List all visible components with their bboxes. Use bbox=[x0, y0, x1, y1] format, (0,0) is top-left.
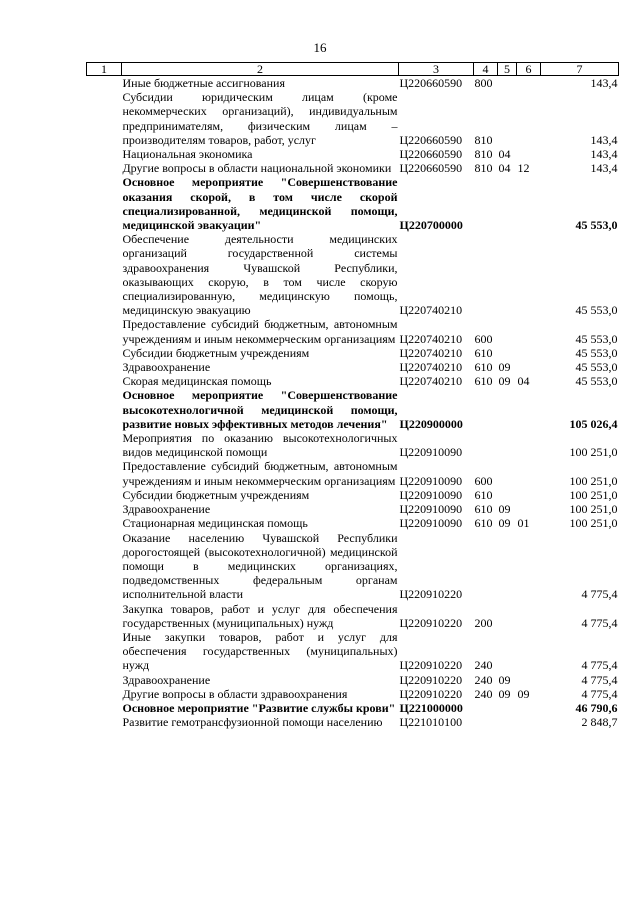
table-row bbox=[87, 76, 619, 91]
subsection-code bbox=[517, 175, 541, 232]
section-code: 09 bbox=[498, 360, 511, 375]
item-name: Скорая медицинская помощь bbox=[122, 374, 272, 389]
subsection-code bbox=[517, 502, 541, 516]
item-name: Развитие гемотрансфузионной помощи населению bbox=[122, 715, 383, 730]
section-code bbox=[498, 701, 517, 715]
expense-type-code bbox=[474, 715, 498, 729]
column-header: 2 bbox=[122, 63, 399, 76]
table-row bbox=[87, 147, 619, 161]
table-row bbox=[87, 630, 619, 673]
target-article-code: Ц220740210 bbox=[399, 360, 463, 375]
row-number-cell bbox=[87, 630, 122, 673]
section-code bbox=[498, 317, 517, 345]
item-name: Здравоохранение bbox=[122, 672, 211, 687]
subsection-code bbox=[517, 147, 541, 161]
row-number-cell bbox=[87, 701, 122, 715]
table-row bbox=[87, 715, 619, 729]
expense-type-code bbox=[474, 431, 498, 459]
subsection-code bbox=[517, 488, 541, 502]
amount: 2 848,7 bbox=[581, 715, 618, 730]
table-row bbox=[87, 360, 619, 374]
subsection-code: 12 bbox=[517, 161, 530, 176]
row-number-cell bbox=[87, 232, 122, 317]
row-number-cell bbox=[87, 516, 122, 530]
section-code bbox=[498, 459, 517, 487]
target-article-code: Ц220910220 bbox=[399, 686, 463, 701]
subsection-code bbox=[517, 431, 541, 459]
amount: 4 775,4 bbox=[581, 615, 618, 630]
table-row bbox=[87, 232, 619, 317]
row-number-cell bbox=[87, 687, 122, 701]
section-code: 09 bbox=[498, 516, 511, 531]
section-code bbox=[498, 488, 517, 502]
amount: 46 790,6 bbox=[575, 700, 618, 715]
table-row bbox=[87, 701, 619, 715]
table-row bbox=[87, 431, 619, 459]
row-number-cell bbox=[87, 374, 122, 388]
expense-type-code: 610 bbox=[474, 502, 493, 517]
row-number-cell bbox=[87, 360, 122, 374]
expense-type-code: 600 bbox=[474, 473, 493, 488]
table-body bbox=[87, 76, 619, 730]
table-row bbox=[87, 388, 619, 431]
item-name: Стационарная медицинская помощь bbox=[122, 516, 308, 531]
expense-type-code bbox=[474, 701, 498, 715]
section-code bbox=[498, 346, 517, 360]
row-number-cell bbox=[87, 388, 122, 431]
row-number-cell bbox=[87, 147, 122, 161]
target-article-code: Ц220910220 bbox=[399, 587, 463, 602]
amount: 45 553,0 bbox=[575, 374, 618, 389]
expense-type-code: 610 bbox=[474, 516, 493, 531]
table-row bbox=[87, 687, 619, 701]
expense-type-code: 600 bbox=[474, 331, 493, 346]
row-number-cell bbox=[87, 502, 122, 516]
expense-type-code: 800 bbox=[474, 76, 493, 90]
subsection-code: 09 bbox=[517, 686, 530, 701]
subsection-code bbox=[517, 346, 541, 360]
amount: 4 775,4 bbox=[581, 658, 618, 673]
column-header: 6 bbox=[517, 63, 541, 76]
item-name: Предоставление субсидий бюджетным, автономным учреждениям и иным некоммерческим организациям bbox=[122, 459, 398, 488]
target-article-code: Ц220910220 bbox=[399, 658, 463, 673]
table-row bbox=[87, 516, 619, 530]
row-number-cell bbox=[87, 715, 122, 729]
table-row bbox=[87, 531, 619, 602]
amount: 4 775,4 bbox=[581, 587, 618, 602]
target-article-code: Ц220740210 bbox=[399, 374, 463, 389]
amount: 4 775,4 bbox=[581, 686, 618, 701]
table-row bbox=[87, 161, 619, 175]
amount: 4 775,4 bbox=[581, 672, 618, 687]
expense-type-code bbox=[474, 388, 498, 431]
subsection-code: 01 bbox=[517, 516, 530, 531]
target-article-code: Ц220910090 bbox=[399, 516, 463, 531]
amount: 45 553,0 bbox=[575, 303, 618, 318]
section-code bbox=[498, 90, 517, 147]
column-number-header-row bbox=[87, 63, 619, 76]
row-number-cell bbox=[87, 531, 122, 602]
expense-type-code: 610 bbox=[474, 345, 493, 360]
section-code bbox=[498, 602, 517, 630]
expense-type-code: 810 bbox=[474, 132, 493, 147]
section-code: 09 bbox=[498, 502, 511, 517]
item-name: Субсидии бюджетным учреждениям bbox=[122, 345, 310, 360]
expense-type-code: 240 bbox=[474, 672, 493, 687]
subsection-code: 04 bbox=[517, 374, 530, 389]
target-article-code: Ц220740210 bbox=[399, 331, 463, 346]
column-header: 4 bbox=[474, 63, 498, 76]
subsection-code bbox=[517, 531, 541, 602]
section-code: 04 bbox=[498, 161, 511, 176]
section-code bbox=[498, 630, 517, 673]
table-row bbox=[87, 317, 619, 345]
row-number-cell bbox=[87, 602, 122, 630]
target-article-code: Ц220700000 bbox=[399, 218, 463, 233]
subsection-code bbox=[517, 317, 541, 345]
item-name: Основное мероприятие "Совершенствование высокотехнологичной медицинской помощи, развитие новых эффективных методов лечения" bbox=[122, 388, 398, 431]
section-code: 09 bbox=[498, 686, 511, 701]
section-code bbox=[498, 76, 517, 91]
expense-type-code: 240 bbox=[474, 686, 493, 701]
subsection-code bbox=[517, 602, 541, 630]
section-code bbox=[498, 175, 517, 232]
amount: 100 251,0 bbox=[569, 502, 618, 517]
table-row bbox=[87, 175, 619, 232]
row-number-cell bbox=[87, 673, 122, 687]
item-name: Другие вопросы в области здравоохранения bbox=[122, 686, 348, 701]
row-number-cell bbox=[87, 431, 122, 459]
expense-type-code: 610 bbox=[474, 487, 493, 502]
amount: 100 251,0 bbox=[569, 473, 618, 488]
item-name: Здравоохранение bbox=[122, 502, 211, 517]
row-number-cell bbox=[87, 346, 122, 360]
section-code bbox=[498, 431, 517, 459]
expense-type-code: 810 bbox=[474, 161, 493, 176]
target-article-code: Ц220740210 bbox=[399, 303, 463, 318]
subsection-code bbox=[517, 701, 541, 715]
subsection-code bbox=[517, 76, 541, 91]
amount: 45 553,0 bbox=[575, 218, 618, 233]
row-number-cell bbox=[87, 175, 122, 232]
section-code: 09 bbox=[498, 672, 511, 687]
subsection-code bbox=[517, 388, 541, 431]
item-name: Закупка товаров, работ и услуг для обеспечения государственных (муниципальных) нужд bbox=[122, 601, 398, 630]
target-article-code: Ц220910090 bbox=[399, 445, 463, 460]
section-code bbox=[498, 232, 517, 317]
row-number-cell bbox=[87, 76, 122, 91]
item-name: Основное мероприятие "Совершенствование оказания скорой, в том числе скорой специализированной, медицинской помощи, медицинской эвакуации" bbox=[122, 175, 398, 233]
item-name: Субсидии бюджетным учреждениям bbox=[122, 487, 310, 502]
expense-type-code bbox=[474, 175, 498, 232]
target-article-code: Ц220740210 bbox=[399, 345, 463, 360]
item-name: Основное мероприятие "Развитие службы крови" bbox=[122, 700, 396, 715]
amount: 143,4 bbox=[590, 161, 618, 176]
section-code: 09 bbox=[498, 374, 511, 389]
item-name: Мероприятия по оказанию высокотехнологичных видов медицинской помощи bbox=[122, 431, 398, 460]
item-name: Другие вопросы в области национальной экономики bbox=[122, 161, 392, 176]
target-article-code: Ц221010100 bbox=[399, 715, 463, 730]
table-row bbox=[87, 488, 619, 502]
item-name: Субсидии юридическим лицам (кроме некоммерческих организаций), индивидуальным предпринимателям, физическим лицам – производителям товаров, работ, услуг bbox=[122, 90, 398, 147]
row-number-cell bbox=[87, 488, 122, 502]
table-row bbox=[87, 374, 619, 388]
row-number-cell bbox=[87, 161, 122, 175]
expense-type-code bbox=[474, 531, 498, 602]
expense-type-code bbox=[474, 232, 498, 317]
table-row bbox=[87, 459, 619, 487]
expense-type-code: 200 bbox=[474, 615, 493, 630]
item-name: Иные бюджетные ассигнования bbox=[122, 76, 285, 90]
target-article-code: Ц220660590 bbox=[399, 132, 463, 147]
target-article-code: Ц220660590 bbox=[399, 76, 463, 90]
amount: 45 553,0 bbox=[575, 345, 618, 360]
amount: 100 251,0 bbox=[569, 487, 618, 502]
table-row bbox=[87, 602, 619, 630]
table-row bbox=[87, 502, 619, 516]
section-code bbox=[498, 715, 517, 729]
amount: 45 553,0 bbox=[575, 331, 618, 346]
target-article-code: Ц220910220 bbox=[399, 615, 463, 630]
subsection-code bbox=[517, 232, 541, 317]
budget-table bbox=[86, 62, 619, 729]
amount: 143,4 bbox=[590, 147, 618, 162]
amount: 100 251,0 bbox=[569, 445, 618, 460]
subsection-code bbox=[517, 90, 541, 147]
expense-type-code: 810 bbox=[474, 147, 493, 162]
item-name: Иные закупки товаров, работ и услуг для обеспечения государственных (муниципальных) нужд bbox=[122, 629, 398, 673]
expense-type-code: 610 bbox=[474, 374, 493, 389]
item-name: Национальная экономика bbox=[122, 147, 253, 162]
target-article-code: Ц220910090 bbox=[399, 487, 463, 502]
target-article-code: Ц220910090 bbox=[399, 502, 463, 517]
column-header: 3 bbox=[399, 63, 474, 76]
section-code bbox=[498, 388, 517, 431]
table-row bbox=[87, 346, 619, 360]
item-name: Обеспечение деятельности медицинских организаций государственной системы здравоохранения Чувашской Республики, оказывающих скорую, в том числе скорую специализированную, медицинскую помощь, медицинскую эвакуацию bbox=[122, 232, 398, 318]
section-code bbox=[498, 531, 517, 602]
column-header: 5 bbox=[498, 63, 517, 76]
item-name: Здравоохранение bbox=[122, 360, 211, 375]
page-number: 16 bbox=[313, 40, 327, 55]
target-article-code: Ц220910220 bbox=[399, 672, 463, 687]
subsection-code bbox=[517, 459, 541, 487]
expense-type-code: 240 bbox=[474, 658, 493, 673]
amount: 143,4 bbox=[590, 76, 618, 90]
item-name: Предоставление субсидий бюджетным, автономным учреждениям и иным некоммерческим организациям bbox=[122, 317, 398, 346]
row-number-cell bbox=[87, 459, 122, 487]
subsection-code bbox=[517, 360, 541, 374]
table-row bbox=[87, 90, 619, 147]
amount: 105 026,4 bbox=[569, 416, 618, 431]
column-header: 1 bbox=[87, 63, 122, 76]
row-number-cell bbox=[87, 317, 122, 345]
expense-type-code: 610 bbox=[474, 360, 493, 375]
subsection-code bbox=[517, 673, 541, 687]
target-article-code: Ц220660590 bbox=[399, 147, 463, 162]
amount: 143,4 bbox=[590, 132, 618, 147]
table-row bbox=[87, 673, 619, 687]
subsection-code bbox=[517, 630, 541, 673]
item-name: Оказание населению Чувашской Республики дорогостоящей (высокотехнологичной) медицинской помощи в медицинских организациях, подведомственных федеральным органам исполнительной власти bbox=[122, 530, 398, 602]
subsection-code bbox=[517, 715, 541, 729]
section-code: 04 bbox=[498, 147, 511, 162]
column-header: 7 bbox=[541, 63, 619, 76]
target-article-code: Ц220910090 bbox=[399, 473, 463, 488]
target-article-code: Ц220660590 bbox=[399, 161, 463, 176]
row-number-cell bbox=[87, 90, 122, 147]
amount: 100 251,0 bbox=[569, 516, 618, 531]
target-article-code: Ц220900000 bbox=[399, 416, 463, 431]
amount: 45 553,0 bbox=[575, 360, 618, 375]
target-article-code: Ц221000000 bbox=[399, 700, 463, 715]
